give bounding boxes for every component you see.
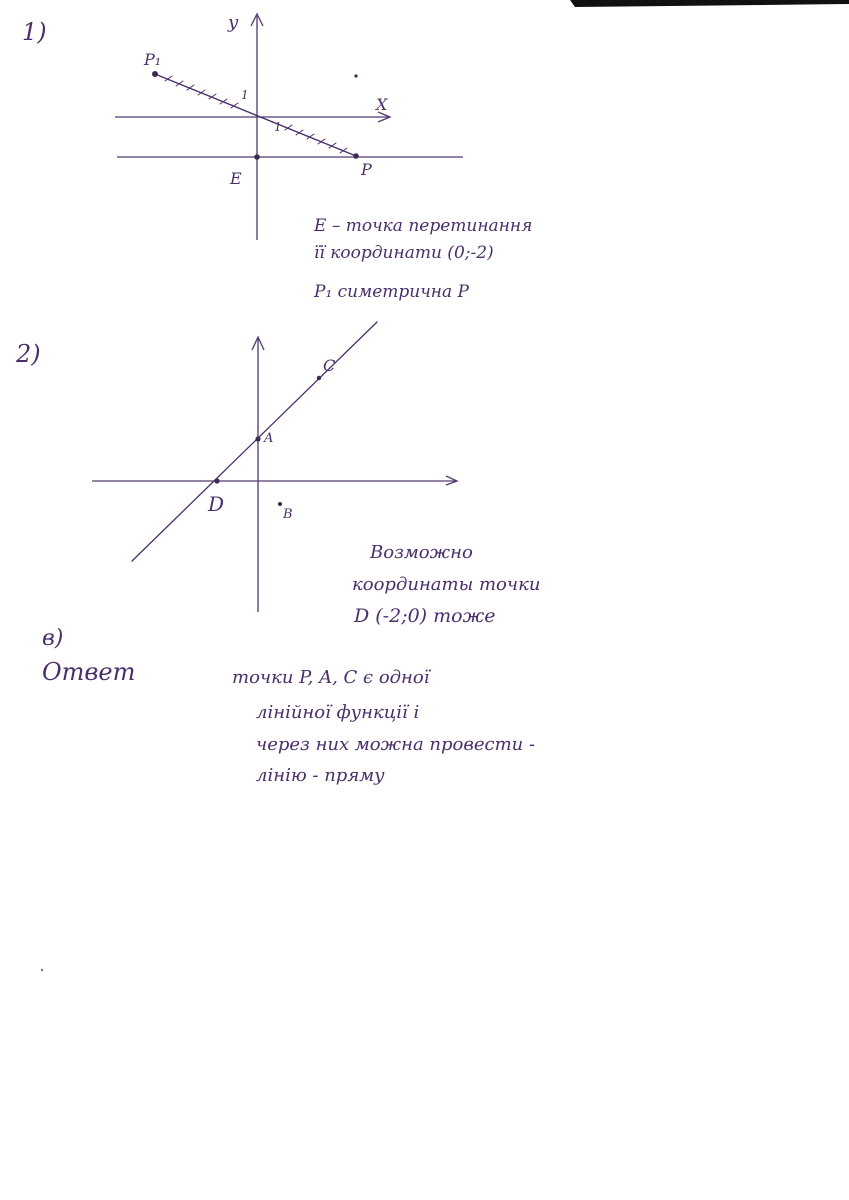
graph-1	[115, 12, 463, 240]
part1-note-line-3: P₁ симетрична P	[314, 282, 469, 302]
point-a	[255, 436, 260, 441]
part1-number: 1)	[22, 18, 47, 46]
stray-dot	[354, 74, 357, 77]
x-axis-label: X	[376, 95, 388, 114]
point-c	[317, 376, 321, 380]
part3-note-line-3: через них можна провести -	[256, 734, 536, 755]
part2-number: 2)	[16, 340, 41, 368]
line-through-d-a-c	[132, 322, 377, 561]
point-p1	[152, 71, 158, 77]
label-p: P	[361, 160, 372, 179]
label-b: B	[283, 507, 293, 522]
segment-p1-p	[155, 74, 356, 156]
part1-note-line-2: її координати (0;-2)	[314, 243, 494, 263]
graph-2	[92, 322, 457, 612]
part2-note-line-2: координаты точки	[352, 574, 541, 595]
part1-note-line-1: E – точка перетинання	[314, 216, 533, 236]
y-unit-label: 1	[241, 88, 249, 102]
label-d: D	[208, 492, 225, 516]
label-c: C	[323, 356, 336, 375]
label-p1: P₁	[144, 50, 162, 69]
part1-notes	[313, 216, 532, 302]
part2-note-line-3: D (-2;0) тоже	[354, 605, 496, 627]
x-unit-label: 1	[274, 120, 282, 134]
point-b	[278, 502, 282, 506]
point-d	[214, 478, 219, 483]
part2-notes	[352, 542, 540, 627]
answer-word: Ответ	[42, 658, 136, 686]
part3-note-line-1: точки P, A, C є одної	[232, 667, 430, 688]
y-axis-label: y	[228, 12, 239, 33]
point-e	[254, 154, 260, 160]
part3-note-line-4: лінію - пряму	[256, 765, 385, 786]
part2-note-line-1: Возможно	[370, 542, 473, 563]
label-a: A	[264, 431, 274, 446]
label-e: E	[230, 169, 242, 188]
part3-number: в)	[42, 626, 64, 651]
paper-speck	[41, 969, 43, 971]
point-p	[353, 153, 359, 159]
part3-note-line-2: лінійної функції і	[256, 702, 420, 723]
scan-edge-shadow	[570, 0, 849, 7]
part3-notes	[232, 667, 535, 786]
